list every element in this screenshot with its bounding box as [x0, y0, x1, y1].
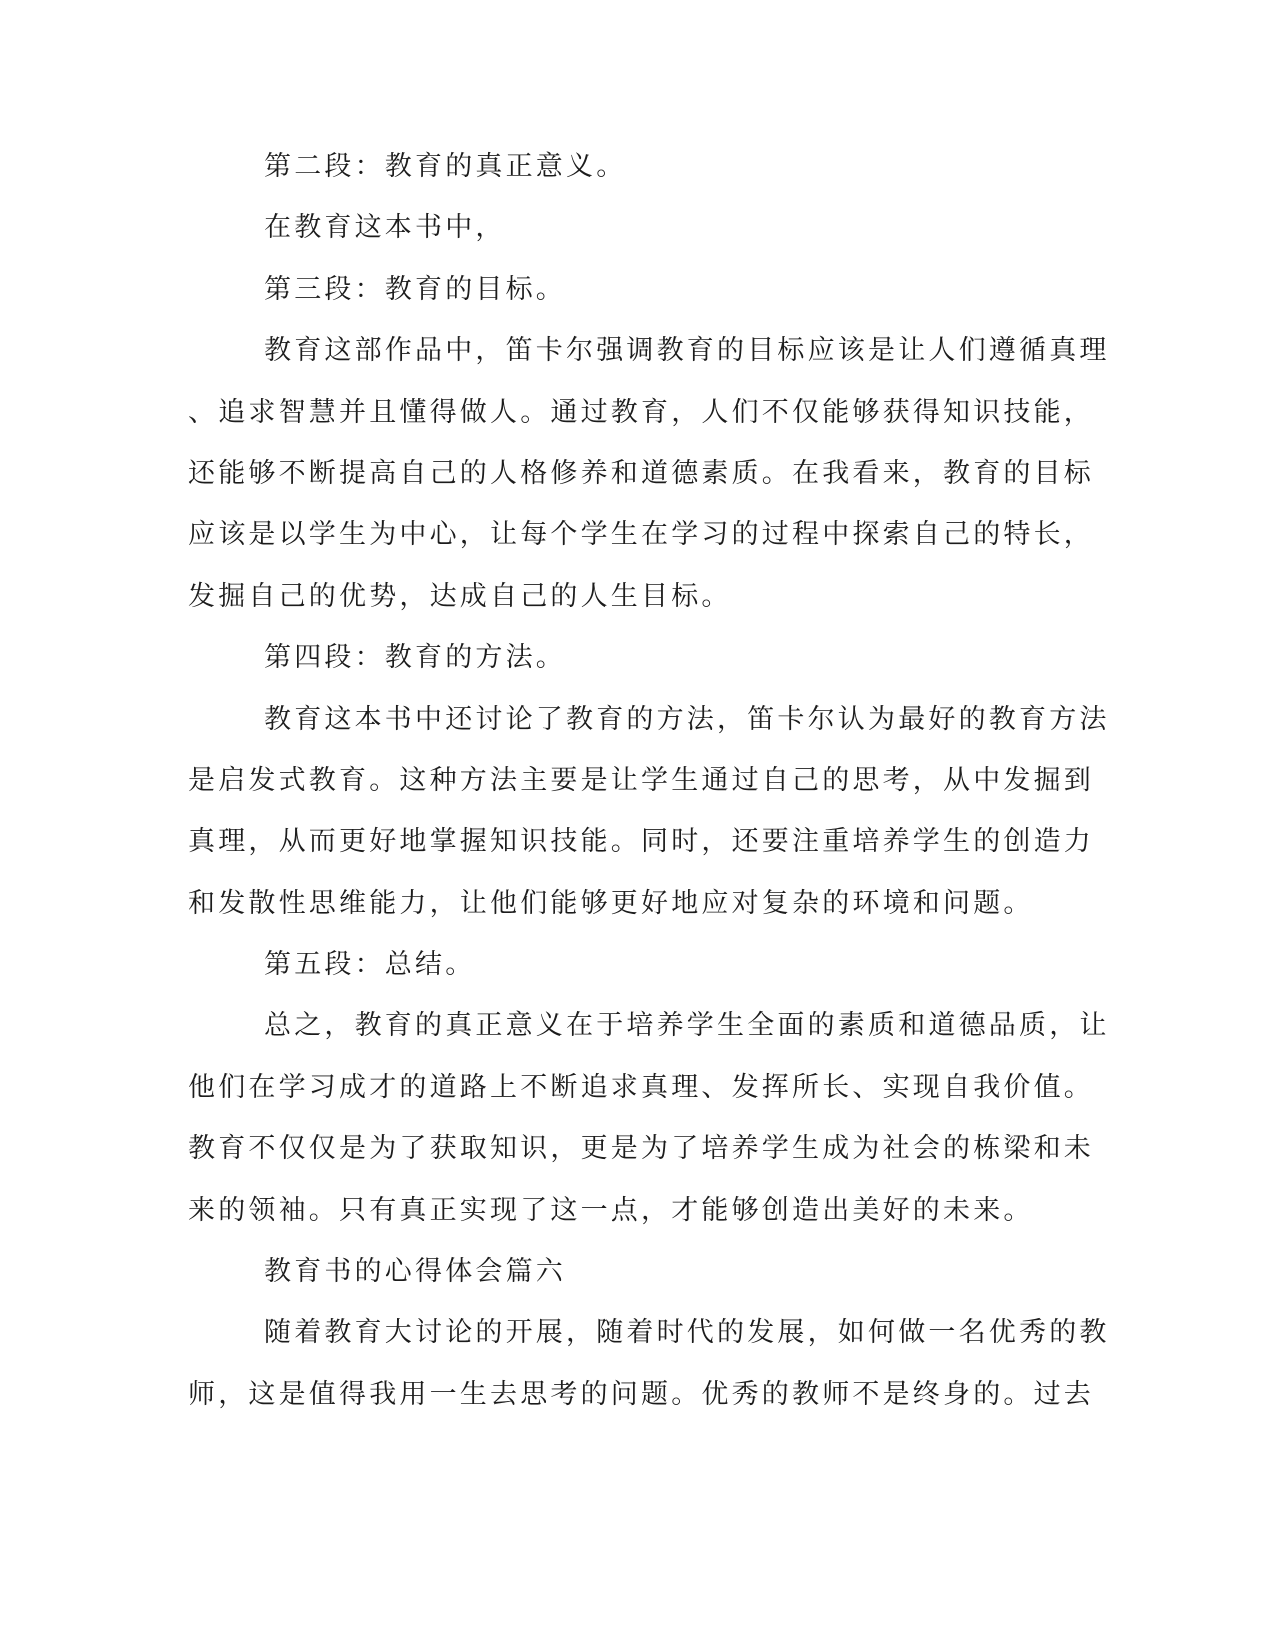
- paragraph-line: 他们在学习成才的道路上不断追求真理、发挥所长、实现自我价值。: [188, 1071, 1094, 1103]
- section-heading-4: 第四段：教育的方法。: [264, 642, 566, 674]
- paragraph-line: 在教育这本书中，: [264, 212, 506, 244]
- paragraph-line: 应该是以学生为中心，让每个学生在学习的过程中探索自己的特长，: [188, 519, 1094, 551]
- paragraph-line: 还能够不断提高自己的人格修养和道德素质。在我看来，教育的目标: [188, 457, 1094, 489]
- paragraph-line: 教育不仅仅是为了获取知识，更是为了培养学生成为社会的栋梁和未: [188, 1133, 1094, 1165]
- section-heading-5: 第五段：总结。: [264, 949, 476, 981]
- article-title: 教育书的心得体会篇六: [264, 1256, 566, 1288]
- document-body: [188, 136, 1110, 1425]
- paragraph-line: 随着教育大讨论的开展，随着时代的发展，如何做一名优秀的教: [264, 1317, 1110, 1349]
- paragraph-line: 和发散性思维能力，让他们能够更好地应对复杂的环境和问题。: [188, 887, 1034, 919]
- paragraph-line: 、追求智慧并且懂得做人。通过教育，人们不仅能够获得知识技能，: [188, 396, 1094, 428]
- paragraph-line: 是启发式教育。这种方法主要是让学生通过自己的思考，从中发掘到: [188, 764, 1094, 796]
- paragraph-line: 总之，教育的真正意义在于培养学生全面的素质和道德品质，让: [264, 1010, 1110, 1042]
- paragraph-line: 发掘自己的优势，达成自己的人生目标。: [188, 580, 732, 612]
- section-heading-2: 第二段：教育的真正意义。: [264, 151, 627, 182]
- paragraph-line: 真理，从而更好地掌握知识技能。同时，还要注重培养学生的创造力: [188, 826, 1094, 858]
- paragraph-line: 教育这本书中还讨论了教育的方法，笛卡尔认为最好的教育方法: [264, 703, 1110, 735]
- paragraph-line: 教育这部作品中，笛卡尔强调教育的目标应该是让人们遵循真理: [264, 335, 1110, 367]
- paragraph-line: 师，这是值得我用一生去思考的问题。优秀的教师不是终身的。过去: [188, 1378, 1094, 1410]
- section-heading-3: 第三段：教育的目标。: [264, 273, 566, 305]
- paragraph-line: 来的领袖。只有真正实现了这一点，才能够创造出美好的未来。: [188, 1194, 1034, 1226]
